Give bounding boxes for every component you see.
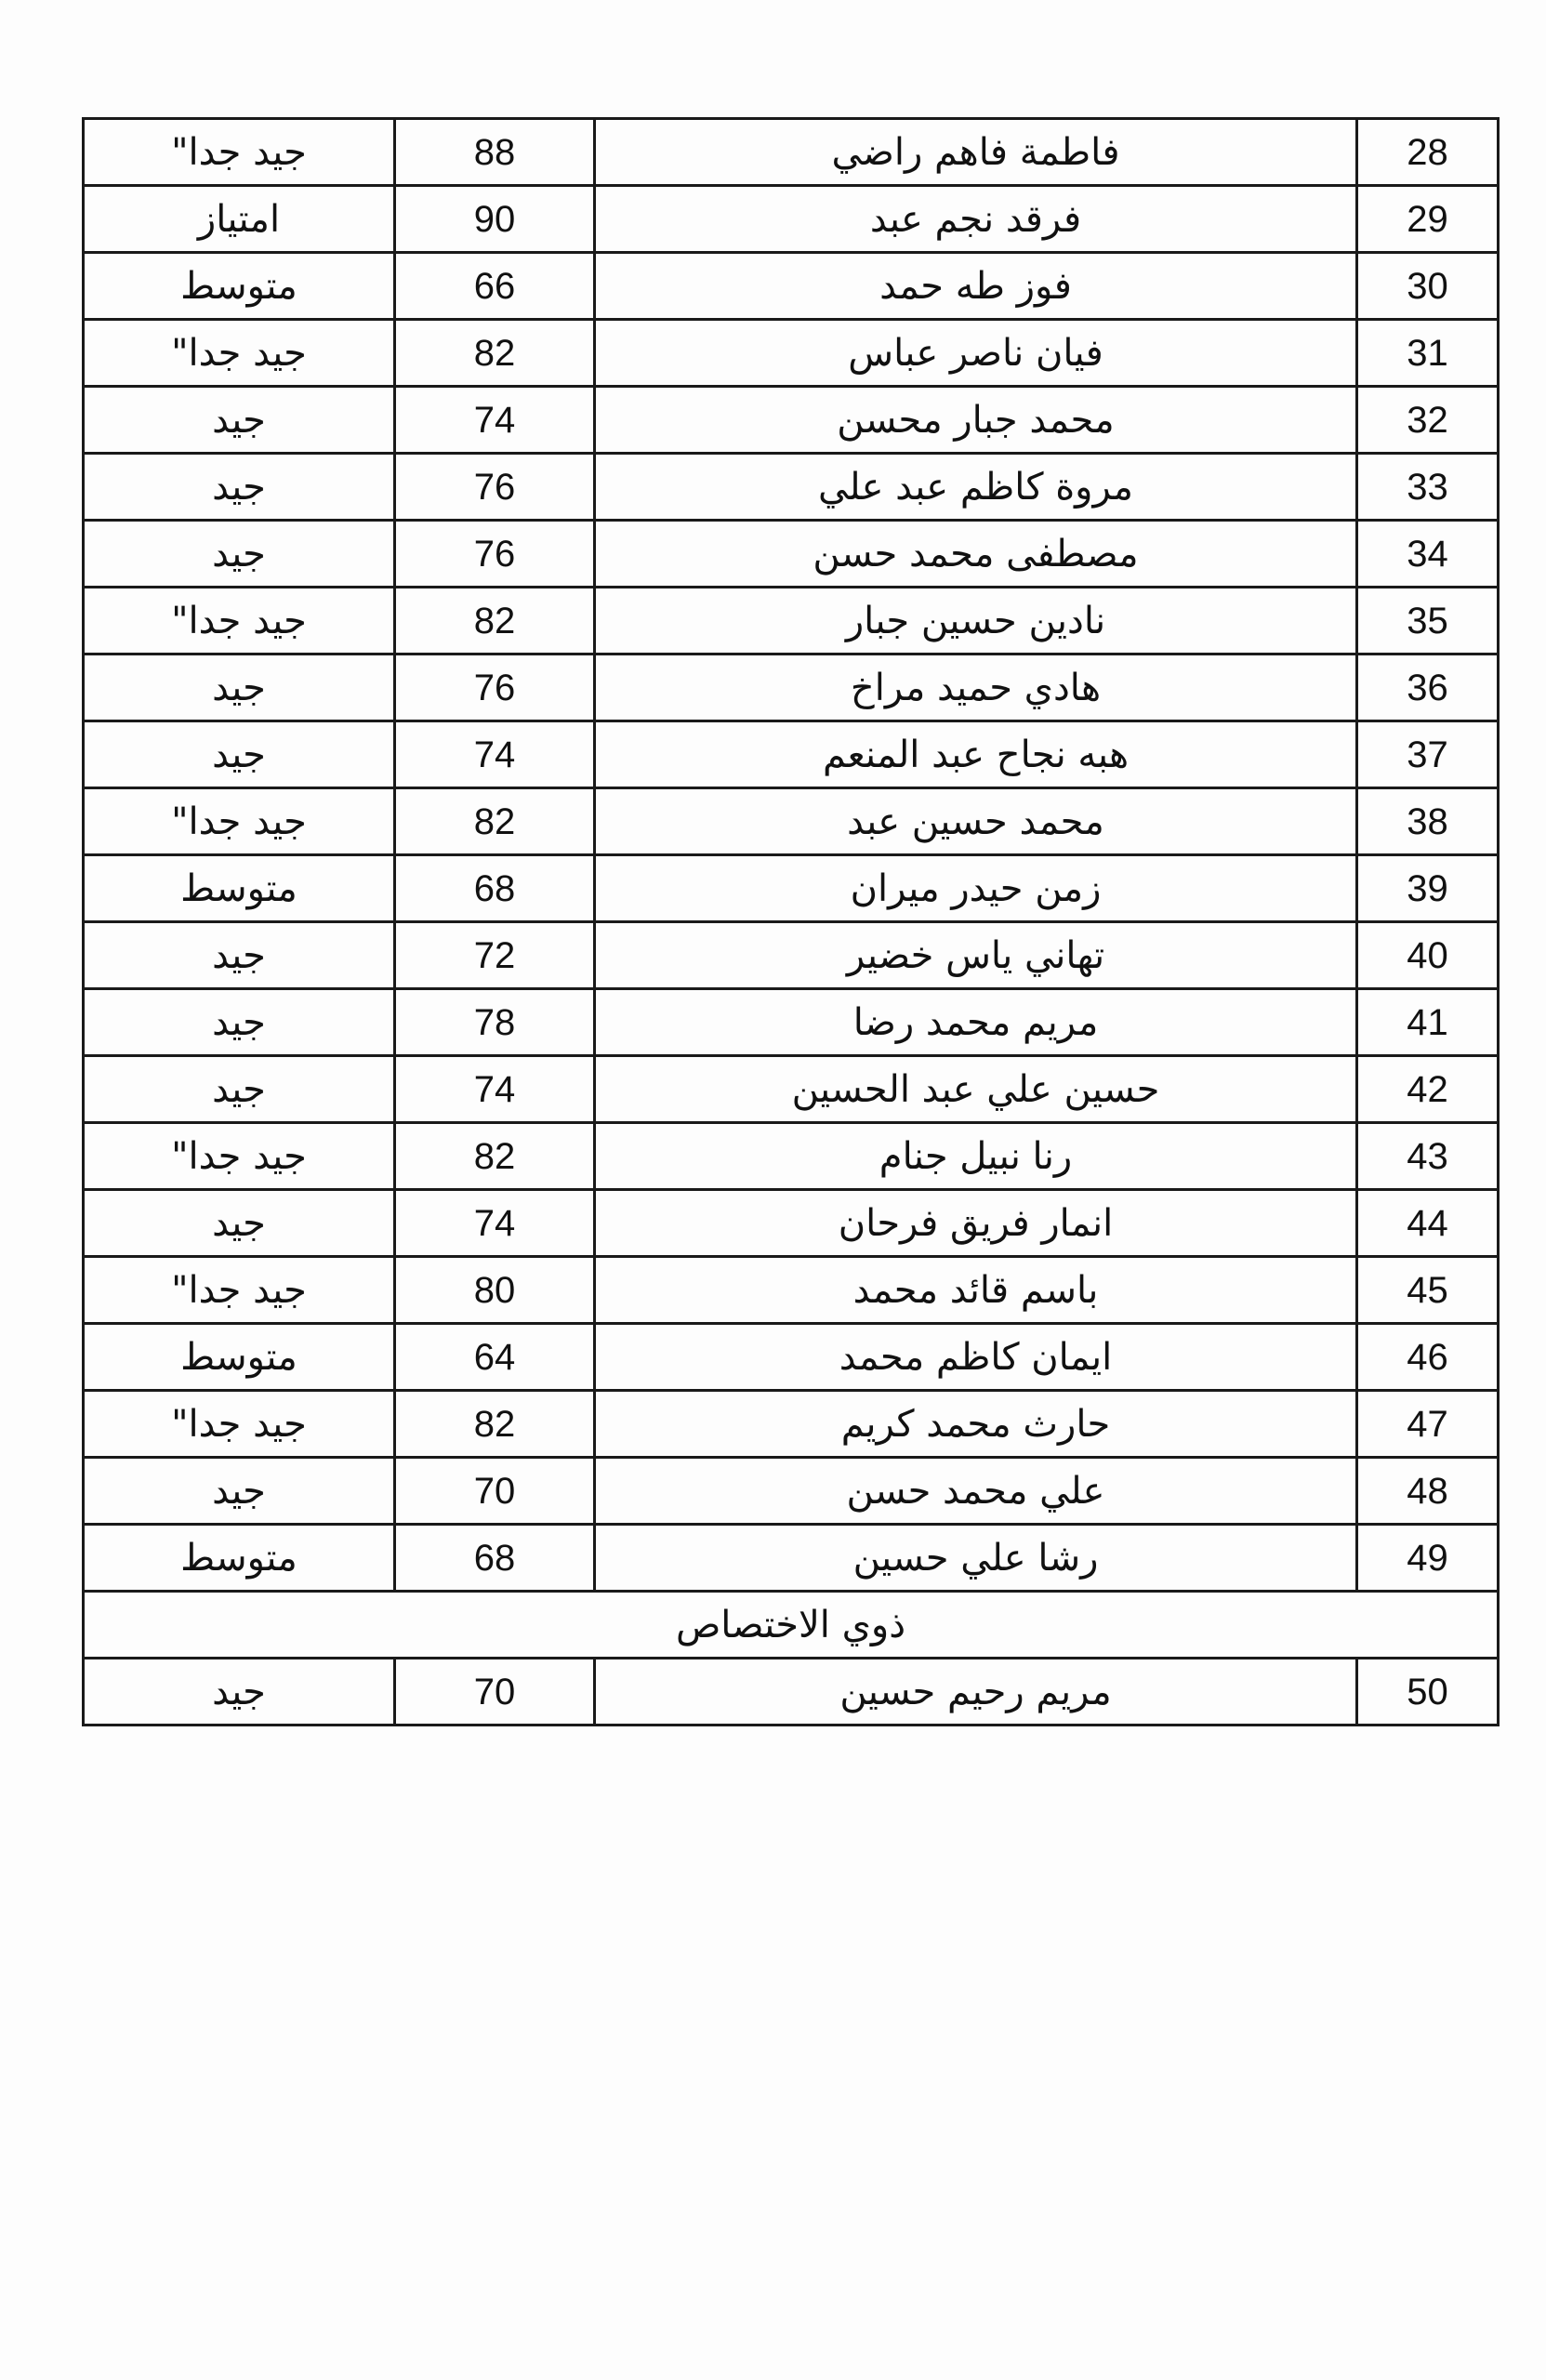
name-cell: هادي حميد مراخ — [595, 654, 1357, 721]
table-row — [84, 855, 1499, 922]
table-row — [84, 1659, 1499, 1726]
grade-cell: جيد — [84, 454, 395, 521]
seq-cell: 28 — [1357, 119, 1499, 186]
section-title-row — [84, 1592, 1499, 1659]
table-row — [84, 1391, 1499, 1458]
name-cell: رشا علي حسين — [595, 1525, 1357, 1592]
table-row — [84, 922, 1499, 989]
table-row — [84, 186, 1499, 253]
grade-cell: جيد — [84, 387, 395, 454]
name-cell: مريم رحيم حسين — [595, 1659, 1357, 1726]
seq-cell: 31 — [1357, 320, 1499, 387]
grade-cell: جيد — [84, 1190, 395, 1257]
name-cell: باسم قائد محمد — [595, 1257, 1357, 1324]
table-row — [84, 1190, 1499, 1257]
table-row — [84, 1458, 1499, 1525]
table-row — [84, 721, 1499, 788]
section-header — [84, 1592, 1499, 1659]
table-row — [84, 654, 1499, 721]
name-cell: فوز طه حمد — [595, 253, 1357, 320]
grade-cell: جيد — [84, 1659, 395, 1726]
name-cell: مروة كاظم عبد علي — [595, 454, 1357, 521]
seq-cell: 47 — [1357, 1391, 1499, 1458]
score-cell: 82 — [395, 588, 595, 654]
seq-cell: 32 — [1357, 387, 1499, 454]
table-row — [84, 1257, 1499, 1324]
seq-cell: 45 — [1357, 1257, 1499, 1324]
name-cell: محمد جبار محسن — [595, 387, 1357, 454]
score-cell: 82 — [395, 1123, 595, 1190]
grade-cell: جيد جدا" — [84, 588, 395, 654]
name-cell: انمار فريق فرحان — [595, 1190, 1357, 1257]
score-cell: 76 — [395, 654, 595, 721]
table-row — [84, 989, 1499, 1056]
seq-cell: 43 — [1357, 1123, 1499, 1190]
name-cell: تهاني ياس خضير — [595, 922, 1357, 989]
score-cell: 80 — [395, 1257, 595, 1324]
score-cell: 82 — [395, 320, 595, 387]
table-row — [84, 1123, 1499, 1190]
name-cell: فيان ناصر عباس — [595, 320, 1357, 387]
grade-cell: امتياز — [84, 186, 395, 253]
seq-cell: 40 — [1357, 922, 1499, 989]
name-cell: هبه نجاح عبد المنعم — [595, 721, 1357, 788]
section-title: ذوي الاختصاص — [84, 1592, 1499, 1659]
score-cell: 88 — [395, 119, 595, 186]
table-row — [84, 253, 1499, 320]
name-cell: مريم محمد رضا — [595, 989, 1357, 1056]
score-cell: 64 — [395, 1324, 595, 1391]
grade-cell: جيد جدا" — [84, 320, 395, 387]
name-cell: حارث محمد كريم — [595, 1391, 1357, 1458]
score-cell: 74 — [395, 1056, 595, 1123]
seq-cell: 29 — [1357, 186, 1499, 253]
seq-cell: 50 — [1357, 1659, 1499, 1726]
score-cell: 74 — [395, 721, 595, 788]
score-cell: 72 — [395, 922, 595, 989]
grade-cell: جيد — [84, 654, 395, 721]
name-cell: مصطفى محمد حسن — [595, 521, 1357, 588]
name-cell: ايمان كاظم محمد — [595, 1324, 1357, 1391]
grade-cell: متوسط — [84, 1324, 395, 1391]
grade-cell: متوسط — [84, 253, 395, 320]
table-row — [84, 387, 1499, 454]
grade-cell: متوسط — [84, 855, 395, 922]
seq-cell: 30 — [1357, 253, 1499, 320]
table-row — [84, 521, 1499, 588]
score-cell: 82 — [395, 1391, 595, 1458]
name-cell: رنا نبيل جنام — [595, 1123, 1357, 1190]
grade-cell: جيد — [84, 1056, 395, 1123]
name-cell: فرقد نجم عبد — [595, 186, 1357, 253]
name-cell: زمن حيدر ميران — [595, 855, 1357, 922]
grade-cell: جيد — [84, 521, 395, 588]
table-row — [84, 454, 1499, 521]
grade-cell: جيد جدا" — [84, 1391, 395, 1458]
seq-cell: 39 — [1357, 855, 1499, 922]
table-row — [84, 119, 1499, 186]
seq-cell: 38 — [1357, 788, 1499, 855]
grade-cell: جيد — [84, 721, 395, 788]
name-cell: نادين حسين جبار — [595, 588, 1357, 654]
grade-cell: جيد جدا" — [84, 1257, 395, 1324]
table-row — [84, 1324, 1499, 1391]
grade-cell: جيد — [84, 1458, 395, 1525]
seq-cell: 46 — [1357, 1324, 1499, 1391]
table-row — [84, 588, 1499, 654]
grade-cell: جيد جدا" — [84, 1123, 395, 1190]
section-table-body — [84, 1659, 1499, 1726]
score-cell: 70 — [395, 1458, 595, 1525]
seq-cell: 42 — [1357, 1056, 1499, 1123]
score-cell: 74 — [395, 387, 595, 454]
score-cell: 76 — [395, 521, 595, 588]
grade-cell: متوسط — [84, 1525, 395, 1592]
name-cell: علي محمد حسن — [595, 1458, 1357, 1525]
seq-cell: 37 — [1357, 721, 1499, 788]
name-cell: حسين علي عبد الحسين — [595, 1056, 1357, 1123]
seq-cell: 44 — [1357, 1190, 1499, 1257]
score-cell: 82 — [395, 788, 595, 855]
score-cell: 70 — [395, 1659, 595, 1726]
grade-cell: جيد جدا" — [84, 788, 395, 855]
seq-cell: 36 — [1357, 654, 1499, 721]
score-cell: 90 — [395, 186, 595, 253]
grades-table-body — [84, 119, 1499, 1592]
score-cell: 76 — [395, 454, 595, 521]
seq-cell: 33 — [1357, 454, 1499, 521]
score-cell: 74 — [395, 1190, 595, 1257]
score-cell: 68 — [395, 855, 595, 922]
table-row — [84, 320, 1499, 387]
seq-cell: 34 — [1357, 521, 1499, 588]
grade-cell: جيد — [84, 989, 395, 1056]
name-cell: محمد حسين عبد — [595, 788, 1357, 855]
table-row — [84, 1525, 1499, 1592]
table-row — [84, 788, 1499, 855]
seq-cell: 49 — [1357, 1525, 1499, 1592]
grade-cell: جيد — [84, 922, 395, 989]
table-row — [84, 1056, 1499, 1123]
score-cell: 68 — [395, 1525, 595, 1592]
grades-table — [82, 117, 1500, 1726]
seq-cell: 35 — [1357, 588, 1499, 654]
seq-cell: 48 — [1357, 1458, 1499, 1525]
score-cell: 78 — [395, 989, 595, 1056]
grade-cell: جيد جدا" — [84, 119, 395, 186]
score-cell: 66 — [395, 253, 595, 320]
name-cell: فاطمة فاهم راضي — [595, 119, 1357, 186]
seq-cell: 41 — [1357, 989, 1499, 1056]
